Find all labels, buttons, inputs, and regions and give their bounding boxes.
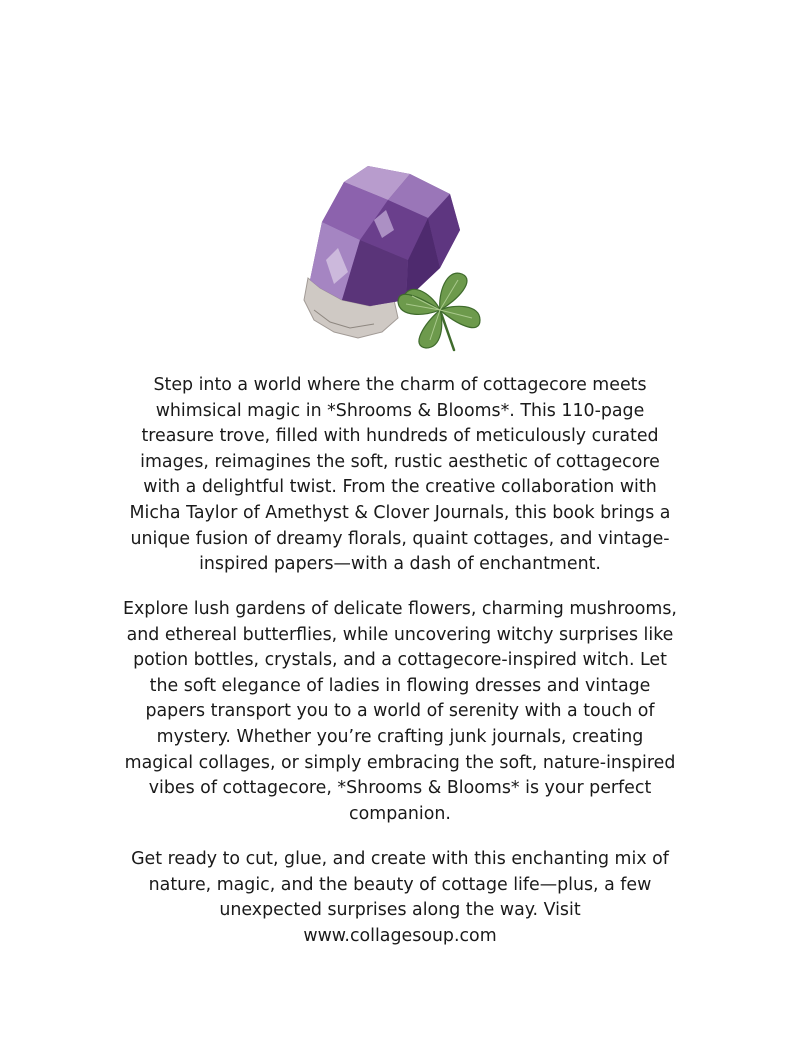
description-paragraph-2: Explore lush gardens of delicate flowers, charming mushrooms, and ethereal butterflies, while uncovering witchy surprises like potion bottles, crystals, and a cottagecore-inspired witch. Let the soft elegance of ladies in flowing dresses and vintage papers transport you to a world of serenity with a touch of mystery. Whether you’re crafting junk journals, creating magical collages, or simply embracing the soft, nature-inspired vibes of cottagecore, *Shrooms & Blooms* is your perfect companion. — [123, 599, 677, 824]
amethyst-crystal-icon — [304, 166, 460, 338]
description-paragraph-3: Get ready to cut, glue, and create with this enchanting mix of nature, magic, and the beauty of cottage life—plus, a few unexpected surprises along the way. Visit www.collagesoup.com — [131, 849, 669, 946]
illustration — [290, 160, 500, 360]
description-paragraph-1: Step into a world where the charm of cottagecore meets whimsical magic in *Shrooms & Blooms*. This 110-page treasure trove, filled with hundreds of meticulously curated images, reimagines the soft, rustic aesthetic of cottagecore with a delightful twist. From the creative collaboration with Micha Taylor of Amethyst & Clover Journals, this book brings a unique fusion of dreamy florals, quaint cottages, and vintage-inspired papers—with a dash of enchantment. — [129, 375, 671, 575]
